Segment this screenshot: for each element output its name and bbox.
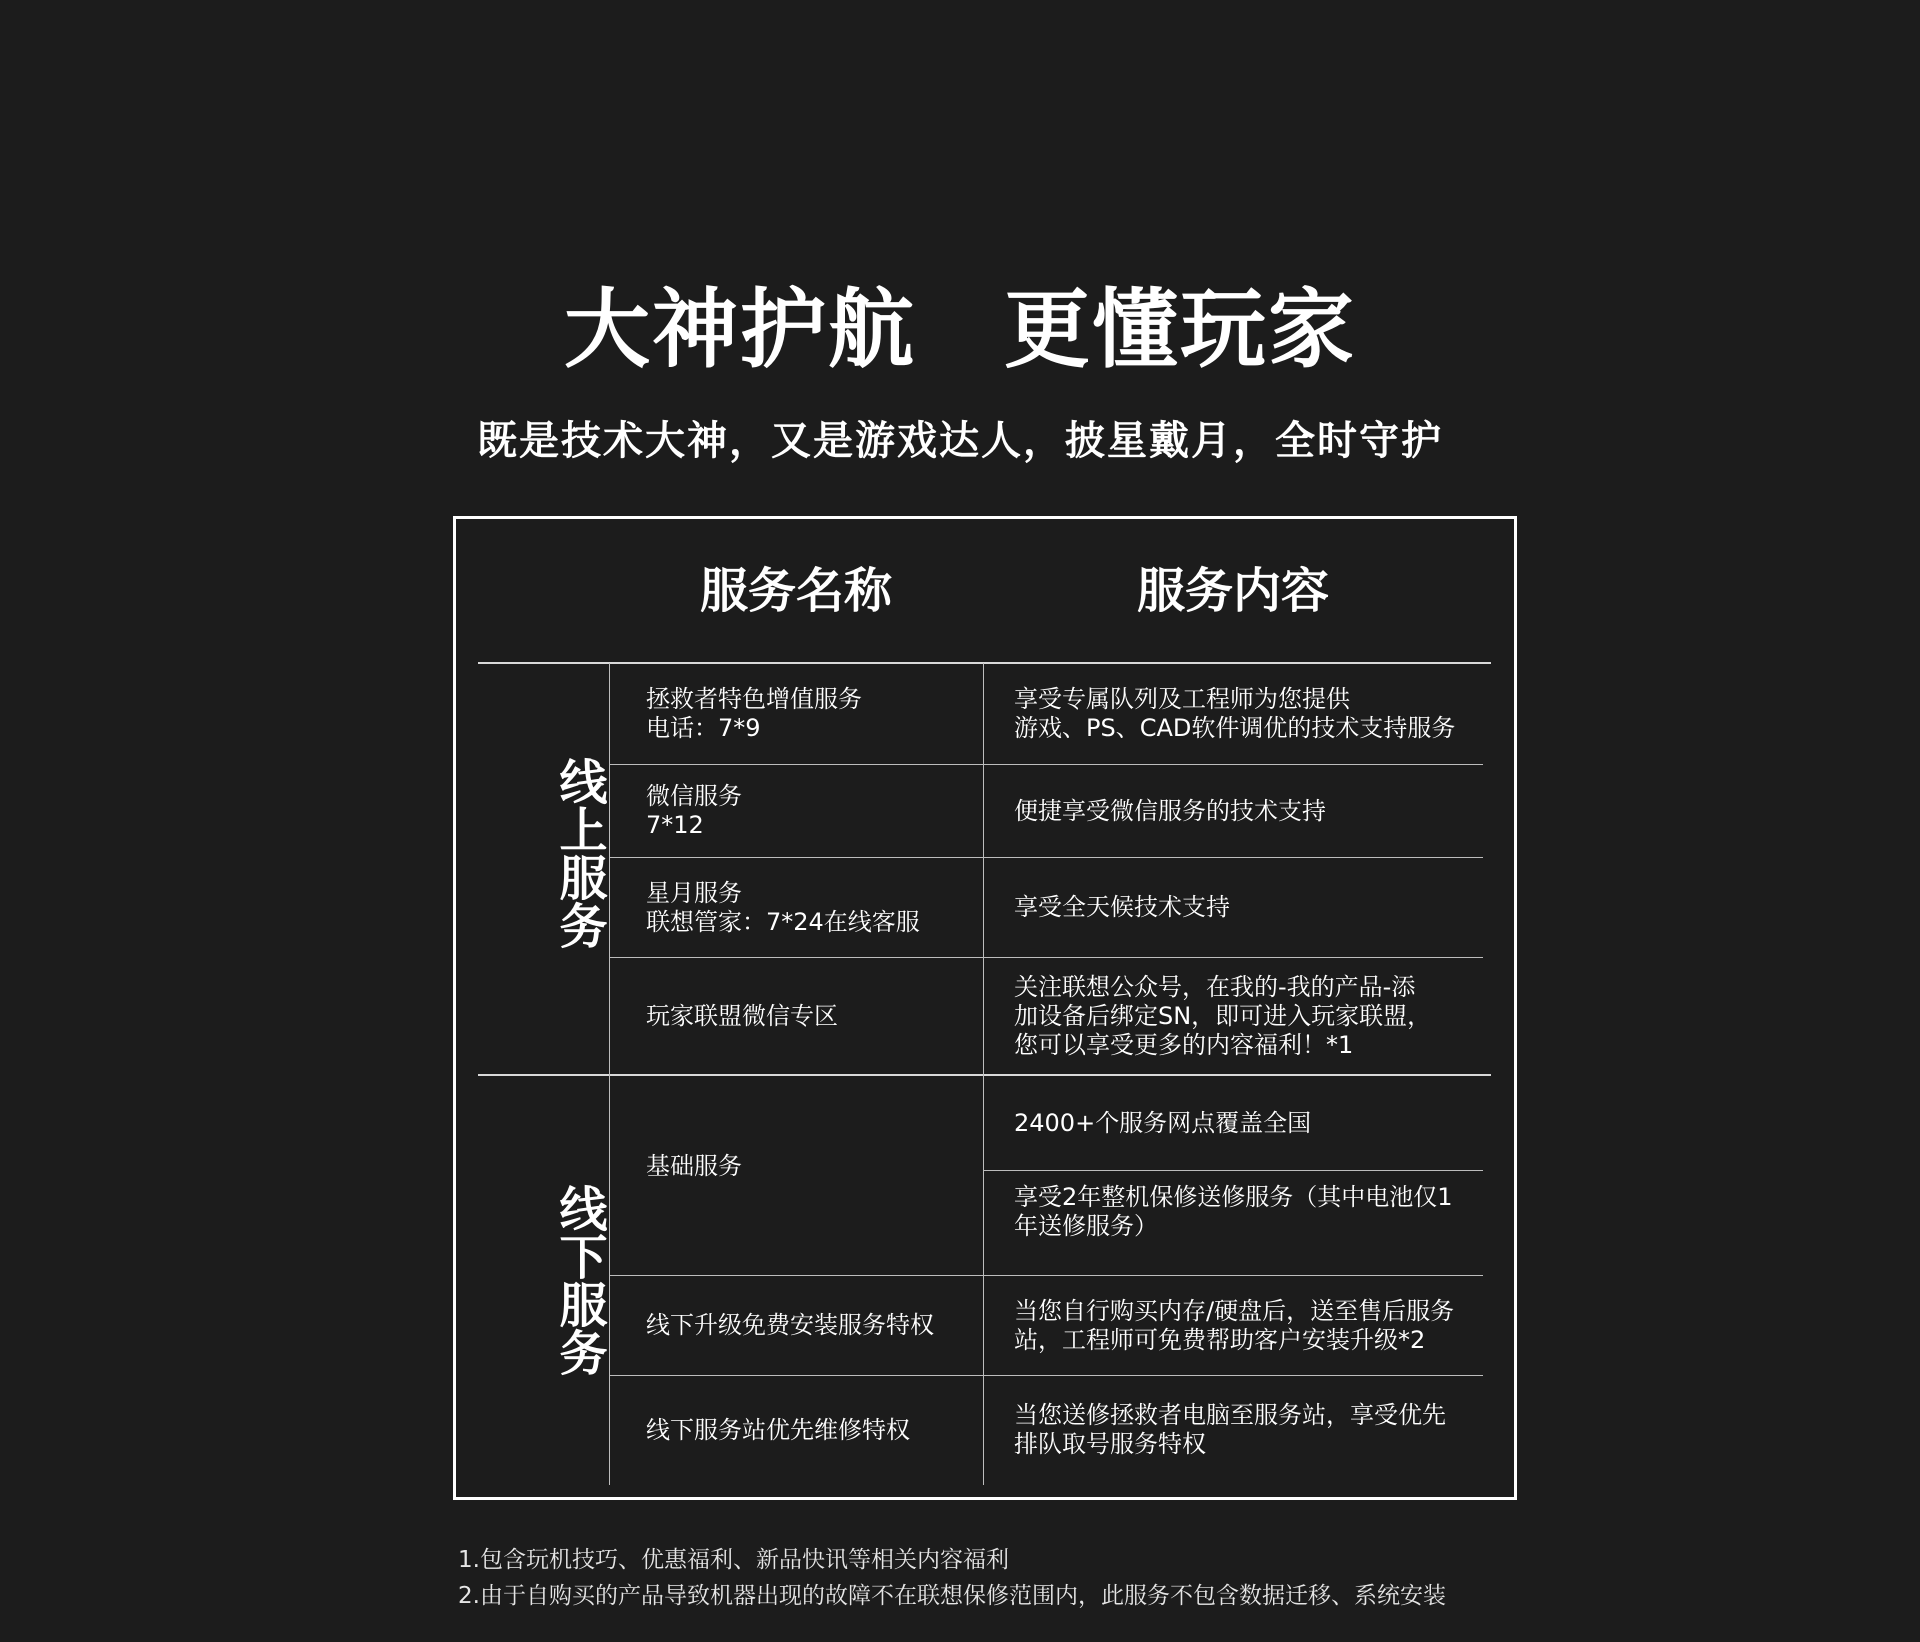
service-content-line: 您可以享受更多的内容福利！*1 [1014, 1030, 1354, 1059]
service-content-cell [1014, 1276, 1484, 1375]
service-content-line: 当您自行购买内存/硬盘后，送至售后服务 [1014, 1296, 1455, 1325]
service-name-line: 线下升级免费安装服务特权 [646, 1311, 934, 1339]
column-divider-2 [983, 663, 984, 1485]
group-label-online: 线上服务 [551, 757, 607, 949]
page-title: 大神护航 更懂玩家 [564, 280, 1356, 380]
service-name-line: 微信服务 [646, 782, 742, 810]
service-name-cell [646, 1076, 976, 1266]
page-subtitle: 既是技术大神，又是游戏达人，披星戴月，全时守护 [477, 418, 1443, 464]
service-name-line: 7*12 [646, 811, 704, 839]
service-name-line: 拯救者特色增值服务 [646, 685, 862, 713]
service-content-line: 享受全天候技术支持 [1014, 893, 1230, 921]
service-name-line: 联想管家：7*24在线客服 [646, 907, 920, 936]
service-name-line: 星月服务 [646, 878, 742, 907]
service-content-cell [1014, 1376, 1484, 1484]
service-content-line: 年送修服务） [1014, 1212, 1158, 1240]
service-content-line: 站，工程师可免费帮助客户安装升级*2 [1014, 1325, 1426, 1354]
service-content-cell [1014, 664, 1484, 764]
col-header-service-content: 服务内容 [1136, 563, 1329, 619]
service-name-cell [646, 858, 976, 957]
service-content-cell [1014, 858, 1484, 957]
service-content-cell [1014, 765, 1484, 857]
service-content-line: 加设备后绑定SN，即可进入玩家联盟， [1014, 1001, 1432, 1030]
service-content-cell [1014, 958, 1484, 1074]
footnote: 1.包含玩机技巧、优惠福利、新品快讯等相关内容福利 [458, 1547, 1009, 1573]
service-content-line: 游戏、PS、CAD软件调优的技术支持服务 [1014, 714, 1456, 742]
service-content-line: 排队取号服务特权 [1014, 1430, 1206, 1458]
column-divider-1 [609, 663, 610, 1485]
col-header-service-name: 服务名称 [699, 563, 892, 619]
service-name-cell [646, 1376, 976, 1484]
service-content-line: 2400+个服务网点覆盖全国 [1014, 1108, 1312, 1137]
service-name-line: 玩家联盟微信专区 [646, 1001, 838, 1030]
service-content-line: 关注联想公众号，在我的-我的产品-添 [1014, 972, 1416, 1001]
service-content-cell [1014, 1171, 1484, 1266]
group-label-offline: 线下服务 [551, 1184, 607, 1376]
service-name-cell [646, 958, 976, 1074]
service-content-line: 便捷享受微信服务的技术支持 [1014, 796, 1326, 825]
footnote: 2.由于自购买的产品导致机器出现的故障不在联想保修范围内，此服务不包含数据迁移、系统安装 [458, 1583, 1446, 1609]
service-content-cell [1014, 1076, 1484, 1170]
service-name-cell [646, 1276, 976, 1375]
service-name-cell [646, 765, 976, 857]
service-content-line: 享受2年整机保修送修服务（其中电池仅1 [1014, 1183, 1453, 1211]
service-name-line: 基础服务 [646, 1152, 742, 1180]
service-content-line: 享受专属队列及工程师为您提供 [1014, 685, 1350, 713]
service-name-cell [646, 664, 976, 764]
service-content-line: 当您送修拯救者电脑至服务站，享受优先 [1014, 1401, 1446, 1429]
service-name-line: 电话：7*9 [646, 714, 761, 742]
service-name-line: 线下服务站优先维修特权 [646, 1415, 910, 1444]
